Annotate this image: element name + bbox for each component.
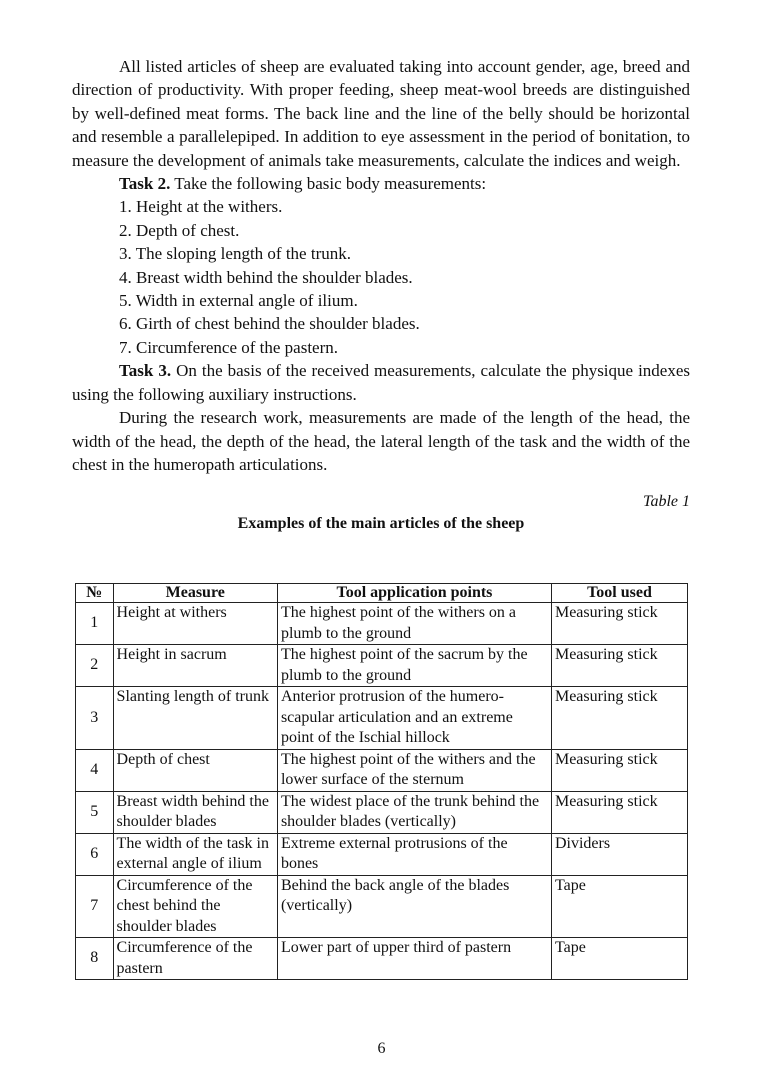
row-measure: Height at withers bbox=[113, 603, 277, 645]
intro-paragraph: All listed articles of sheep are evaluated taking into account gender, age, breed and direction of productivity. With proper feeding, sheep meat-wool breeds are distinguished by well-defined meat forms. The back line and the line of the belly should be horizontal and resemble a parallelepiped. In addition to eye assessment in the period of bonitation, to measure the development of animals take measurements, calculate the indices and weigh. bbox=[72, 57, 690, 170]
row-measure: Depth of chest bbox=[113, 749, 277, 791]
list-item: 3. The sloping length of the trunk. bbox=[119, 244, 351, 264]
header-measure: Measure bbox=[113, 584, 277, 603]
list-item: 4. Breast width behind the shoulder blades. bbox=[119, 267, 413, 287]
row-measure: Height in sacrum bbox=[113, 645, 277, 687]
list-item: 1. Height at the withers. bbox=[119, 197, 283, 217]
row-points: The widest place of the trunk behind the shoulder blades (vertically) bbox=[277, 791, 551, 833]
row-points: The highest point of the sacrum by the plumb to the ground bbox=[277, 645, 551, 687]
row-measure: Slanting length of trunk bbox=[113, 687, 277, 750]
row-tool: Measuring stick bbox=[551, 749, 687, 791]
table-row bbox=[76, 603, 688, 645]
row-points: The highest point of the withers and the lower surface of the sternum bbox=[277, 749, 551, 791]
table-row bbox=[76, 645, 688, 687]
row-number: 4 bbox=[76, 749, 114, 791]
task3-paragraph bbox=[72, 359, 690, 406]
table-row bbox=[76, 938, 688, 980]
table-row bbox=[76, 791, 688, 833]
list-item: 6. Girth of chest behind the shoulder blades. bbox=[119, 314, 420, 334]
row-measure: Circumference of the pastern bbox=[113, 938, 277, 980]
row-tool: Tape bbox=[551, 875, 687, 938]
row-number: 2 bbox=[76, 645, 114, 687]
table-label: Table 1 bbox=[643, 493, 690, 511]
row-measure: Circumference of the chest behind the shoulder blades bbox=[113, 875, 277, 938]
task3-label: Task 3. bbox=[119, 361, 172, 381]
row-tool: Measuring stick bbox=[551, 687, 687, 750]
row-tool: Measuring stick bbox=[551, 603, 687, 645]
row-number: 6 bbox=[76, 833, 114, 875]
table-row bbox=[76, 833, 688, 875]
header-points: Tool application points bbox=[277, 584, 551, 603]
task2-label: Task 2. bbox=[119, 174, 171, 194]
row-number: 8 bbox=[76, 938, 114, 980]
table-row bbox=[76, 875, 688, 938]
page-body bbox=[72, 55, 690, 543]
row-number: 1 bbox=[76, 603, 114, 645]
research-paragraph: During the research work, measurements are made of the length of the head, the width of the head, the depth of the head, the lateral length of the task and the width of the chest in the humeropath articulations. bbox=[72, 408, 690, 474]
table-row bbox=[76, 687, 688, 750]
row-points: Lower part of upper third of pastern bbox=[277, 938, 551, 980]
row-number: 7 bbox=[76, 875, 114, 938]
task3-text: On the basis of the received measurements, calculate the physique indexes using the following auxiliary instructions. bbox=[72, 361, 690, 404]
row-points: The highest point of the withers on a plumb to the ground bbox=[277, 603, 551, 645]
row-tool: Tape bbox=[551, 938, 687, 980]
task2-paragraph bbox=[72, 172, 690, 195]
table-header-row bbox=[76, 584, 688, 603]
list-item: 2. Depth of chest. bbox=[119, 220, 240, 240]
row-tool: Measuring stick bbox=[551, 791, 687, 833]
header-number: № bbox=[76, 584, 114, 603]
row-points: Anterior protrusion of the humero-scapular articulation and an extreme point of the Ischial hillock bbox=[277, 687, 551, 750]
row-tool: Measuring stick bbox=[551, 645, 687, 687]
row-number: 3 bbox=[76, 687, 114, 750]
row-points: Behind the back angle of the blades (vertically) bbox=[277, 875, 551, 938]
list-item: 7. Circumference of the pastern. bbox=[119, 337, 339, 357]
row-measure: Breast width behind the shoulder blades bbox=[113, 791, 277, 833]
row-measure: The width of the task in external angle of ilium bbox=[113, 833, 277, 875]
list-item: 5. Width in external angle of ilium. bbox=[119, 291, 358, 311]
row-tool: Dividers bbox=[551, 833, 687, 875]
row-points: Extreme external protrusions of the bones bbox=[277, 833, 551, 875]
task2-text: Take the following basic body measurements: bbox=[170, 174, 487, 194]
table-title: Examples of the main articles of the sheep bbox=[237, 515, 525, 533]
row-number: 5 bbox=[76, 791, 114, 833]
header-tool: Tool used bbox=[551, 584, 687, 603]
table-row bbox=[76, 749, 688, 791]
measurements-table bbox=[75, 583, 688, 980]
page-number: 6 bbox=[377, 1040, 386, 1057]
measurement-list bbox=[72, 195, 690, 359]
